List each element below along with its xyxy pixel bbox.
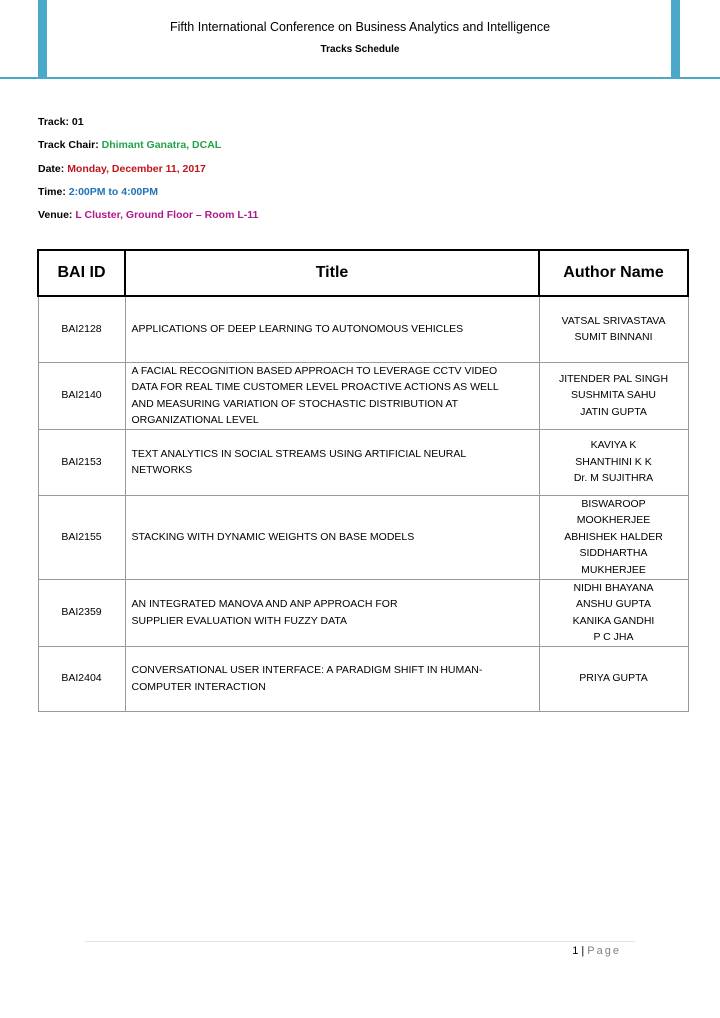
author-name: P C JHA (593, 631, 634, 643)
date-line (38, 163, 206, 175)
title-line: TEXT ANALYTICS IN SOCIAL STREAMS USING ARTIFICIAL NEURAL (131, 447, 467, 460)
cell-authors (539, 579, 688, 646)
venue-line (38, 209, 258, 221)
cell-title (125, 362, 539, 429)
header-divider (0, 77, 720, 79)
author-name: Dr. M SUJITHRA (573, 472, 654, 485)
title-line: STACKING WITH DYNAMIC WEIGHTS ON BASE MODELS (131, 530, 415, 543)
table-row (38, 646, 688, 711)
track-chair-line (38, 139, 221, 151)
cell-bai-id: BAI2140 (38, 362, 125, 429)
cell-authors (539, 296, 688, 362)
page-number: 1 (572, 945, 579, 957)
date-value: Monday, December 11, 2017 (67, 163, 206, 175)
cell-bai-id: BAI2359 (38, 579, 125, 646)
cell-authors (539, 362, 688, 429)
author-name: SHANTHINI K K (575, 455, 652, 468)
author-name: ABHISHEK HALDER (564, 530, 663, 543)
table-header-row (38, 250, 688, 296)
author-name: VATSAL SRIVASTAVA (561, 314, 666, 327)
header-accent-bar-left (38, 0, 47, 78)
table-row (38, 495, 688, 579)
author-name: JATIN GUPTA (580, 405, 647, 418)
table-row (38, 362, 688, 429)
cell-authors (539, 495, 688, 579)
title-line: SUPPLIER EVALUATION WITH FUZZY DATA (131, 614, 347, 627)
page-word: Page (587, 945, 621, 957)
author-name: MOOKHERJEE (576, 514, 651, 527)
footer-divider (85, 941, 635, 942)
column-header-bai-id: BAI ID (38, 250, 125, 296)
cell-bai-id: BAI2404 (38, 646, 125, 711)
time-value: 2:00PM to 4:00PM (68, 186, 159, 198)
cell-bai-id: BAI2128 (38, 296, 125, 362)
cell-title (125, 296, 539, 362)
track-label: Track: (38, 116, 69, 128)
track-chair-value: Dhimant Ganatra, DCAL (101, 139, 222, 151)
cell-authors (539, 646, 688, 711)
table-row (38, 579, 688, 646)
document-title: Fifth International Conference on Business Analytics and Intelligence (169, 20, 551, 34)
title-line: A FACIAL RECOGNITION BASED APPROACH TO LEVERAGE CCTV VIDEO (131, 364, 498, 377)
page-separator: | (578, 945, 588, 957)
author-name: JITENDER PAL SINGH (558, 372, 669, 385)
cell-title (125, 646, 539, 711)
track-line (38, 116, 84, 128)
date-label: Date: (38, 163, 65, 175)
author-name: ANSHU GUPTA (575, 598, 652, 610)
title-line: NETWORKS (131, 464, 193, 476)
document-subtitle: Tracks Schedule (320, 44, 400, 55)
table-row (38, 296, 688, 362)
cell-title (125, 429, 539, 495)
author-name: PRIYA GUPTA (579, 672, 648, 685)
cell-title (125, 579, 539, 646)
title-line: CONVERSATIONAL USER INTERFACE: A PARADIGM SHIFT IN HUMAN- (131, 664, 483, 676)
header-accent-bar-right (671, 0, 680, 78)
title-line: ORGANIZATIONAL LEVEL (131, 414, 259, 426)
title-line: COMPUTER INTERACTION (131, 680, 266, 693)
author-name: NIDHI BHAYANA (573, 581, 654, 594)
title-line: AND MEASURING VARIATION OF STOCHASTIC DISTRIBUTION AT (131, 397, 458, 410)
author-name: SIDDHARTHA (579, 547, 648, 560)
track-value: 01 (71, 116, 84, 128)
page-footer (500, 945, 621, 957)
column-header-author-name: Author Name (539, 250, 688, 296)
time-label: Time: (38, 186, 66, 198)
table-row (38, 429, 688, 495)
author-name: KANIKA GANDHI (572, 614, 655, 627)
title-line: AN INTEGRATED MANOVA AND ANP APPROACH FOR (131, 598, 398, 610)
author-name: SUMIT BINNANI (574, 331, 653, 344)
cell-title (125, 495, 539, 579)
cell-bai-id: BAI2155 (38, 495, 125, 579)
title-line: DATA FOR REAL TIME CUSTOMER LEVEL PROACTIVE ACTIONS AS WELL (131, 381, 499, 393)
cell-bai-id: BAI2153 (38, 429, 125, 495)
time-line (38, 186, 158, 198)
venue-label: Venue: (38, 209, 73, 221)
author-name: MUKHERJEE (581, 563, 646, 576)
track-chair-label: Track Chair: (38, 139, 99, 151)
author-name: KAVIYA K (590, 439, 637, 452)
schedule-table (37, 249, 689, 712)
author-name: BISWAROOP (581, 497, 646, 510)
title-line: APPLICATIONS OF DEEP LEARNING TO AUTONOMOUS VEHICLES (131, 323, 464, 335)
venue-value: L Cluster, Ground Floor – Room L-11 (75, 209, 259, 221)
author-name: SUSHMITA SAHU (571, 389, 656, 402)
cell-authors (539, 429, 688, 495)
column-header-title: Title (125, 250, 539, 296)
